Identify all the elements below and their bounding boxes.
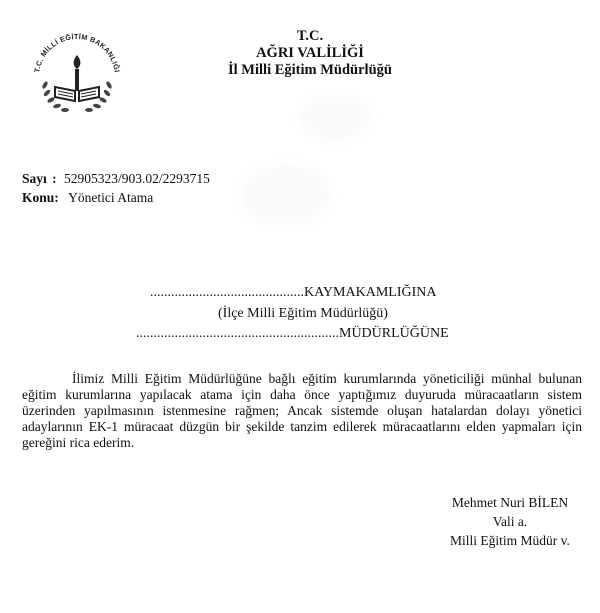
recipient-line-3: ..........................................................MÜDÜRLÜĞÜNE (136, 326, 449, 341)
letterhead (150, 28, 470, 79)
letter-body: İlimiz Milli Eğitim Müdürlüğüne bağlı eğitim kurumlarında yöneticiliği münhal bulunan eğitim kurumlarına yapılacak atama için daha önce yaptığımız duyuruda müracaatların sistem üzerinden yapılmasının istenmesine rağmen; Ancak sistemde oluşan hatalardan dolayı yönetici adaylarının EK-1 müracaat düzgün bir şekilde tanzim edilerek müracaatlarını elden yapmaları için gereğini rica ederim. (22, 371, 582, 450)
reference-number-separator: : (52, 171, 57, 186)
subject-line (22, 190, 153, 206)
ministry-seal-icon (25, 25, 129, 129)
reference-number-value: 52905323/903.02/2293715 (64, 171, 210, 186)
reference-number-label: Sayı (22, 171, 47, 186)
reference-number-line (22, 171, 210, 187)
subject-label: Konu: (22, 190, 59, 205)
signatory-title-2: Milli Eğitim Müdür v. (450, 533, 570, 548)
recipient-line-1: ............................................KAYMAKAMLIĞINA (150, 285, 437, 300)
header-line-tc: T.C. (296, 28, 324, 44)
recipient-line-2: (İlçe Milli Eğitim Müdürlüğü) (218, 306, 388, 321)
subject-value: Yönetici Atama (68, 190, 154, 205)
scan-smudge (240, 165, 330, 225)
header-line-governorship: AĞRI VALİLİĞİ (256, 45, 364, 61)
header-line-directorate: İl Milli Eğitim Müdürlüğü (228, 62, 392, 78)
signatory-title-1: Vali a. (492, 514, 528, 529)
seal-ring-text: T.C. MİLLİ EĞİTİM BAKANLIĞI (32, 31, 122, 74)
signatory-name: Mehmet Nuri BİLEN (451, 495, 569, 510)
scan-smudge (300, 95, 370, 140)
signature-block (430, 493, 590, 550)
